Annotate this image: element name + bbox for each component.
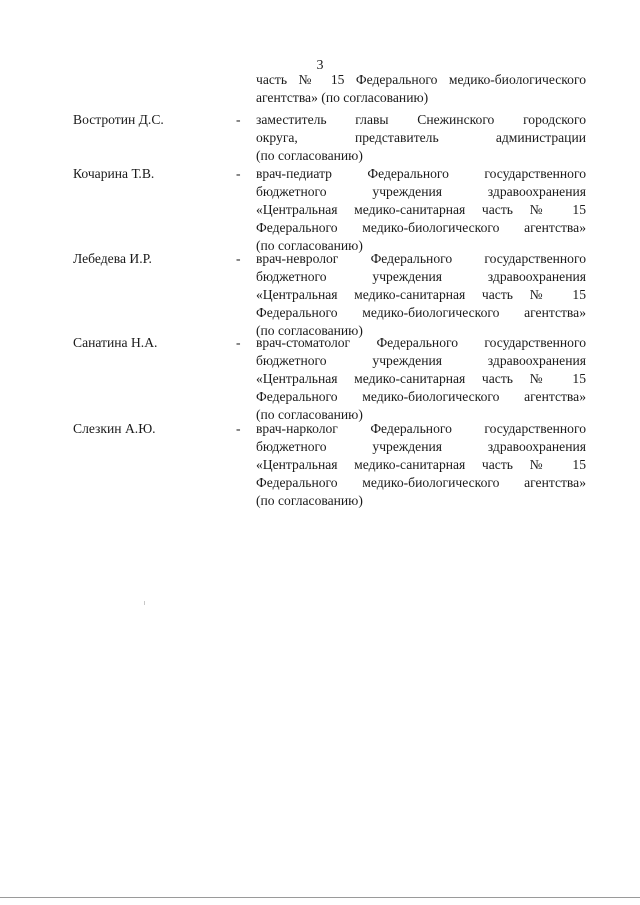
position-line: заместитель главы Снежинского городского <box>256 112 586 127</box>
continuation-line: часть № 15 Федерального медико-биологического <box>256 72 586 87</box>
dash-separator: - <box>236 335 241 350</box>
scan-edge-line <box>0 897 640 898</box>
position-line: Федерального медико-биологического агентства» <box>256 220 586 235</box>
member-name: Востротин Д.С. <box>73 112 164 127</box>
position-line: бюджетного учреждения здравоохранения <box>256 269 586 284</box>
member-name: Кочарина Т.В. <box>73 166 155 181</box>
position-line: (по согласованию) <box>256 493 363 508</box>
position-line: «Центральная медико-санитарная часть № 15 <box>256 287 586 302</box>
member-name: Слезкин А.Ю. <box>73 421 156 436</box>
position-line: врач-нарколог Федерального государственного <box>256 421 586 436</box>
position-line: (по согласованию) <box>256 148 363 163</box>
position-line: «Центральная медико-санитарная часть № 15 <box>256 457 586 472</box>
position-line: «Центральная медико-санитарная часть № 15 <box>256 202 586 217</box>
position-line: бюджетного учреждения здравоохранения <box>256 184 586 199</box>
dash-separator: - <box>236 112 241 127</box>
member-position <box>256 420 586 510</box>
member-position <box>256 250 586 340</box>
member-name: Санатина Н.А. <box>73 335 158 350</box>
position-line: (по согласованию) <box>256 238 363 253</box>
position-line: округа, представитель администрации <box>256 130 586 145</box>
position-line: Федерального медико-биологического агентства» <box>256 305 586 320</box>
scan-speck <box>144 601 145 605</box>
page-number: 3 <box>316 58 324 73</box>
dash-separator: - <box>236 166 241 181</box>
position-line: врач-невролог Федерального государственного <box>256 251 586 266</box>
member-position <box>256 334 586 424</box>
dash-separator: - <box>236 421 241 436</box>
position-line: Федерального медико-биологического агентства» <box>256 389 586 404</box>
continuation-text <box>256 71 586 107</box>
position-line: (по согласованию) <box>256 407 363 422</box>
member-position <box>256 111 586 165</box>
continuation-line: агентства» (по согласованию) <box>256 90 429 105</box>
position-line: врач-педиатр Федерального государственного <box>256 166 586 181</box>
dash-separator: - <box>236 251 241 266</box>
member-position <box>256 165 586 255</box>
position-line: врач-стоматолог Федерального государственного <box>256 335 586 350</box>
position-line: бюджетного учреждения здравоохранения <box>256 439 586 454</box>
member-name: Лебедева И.Р. <box>73 251 152 266</box>
position-line: бюджетного учреждения здравоохранения <box>256 353 586 368</box>
position-line: Федерального медико-биологического агентства» <box>256 475 586 490</box>
position-line: «Центральная медико-санитарная часть № 15 <box>256 371 586 386</box>
position-line: (по согласованию) <box>256 323 363 338</box>
